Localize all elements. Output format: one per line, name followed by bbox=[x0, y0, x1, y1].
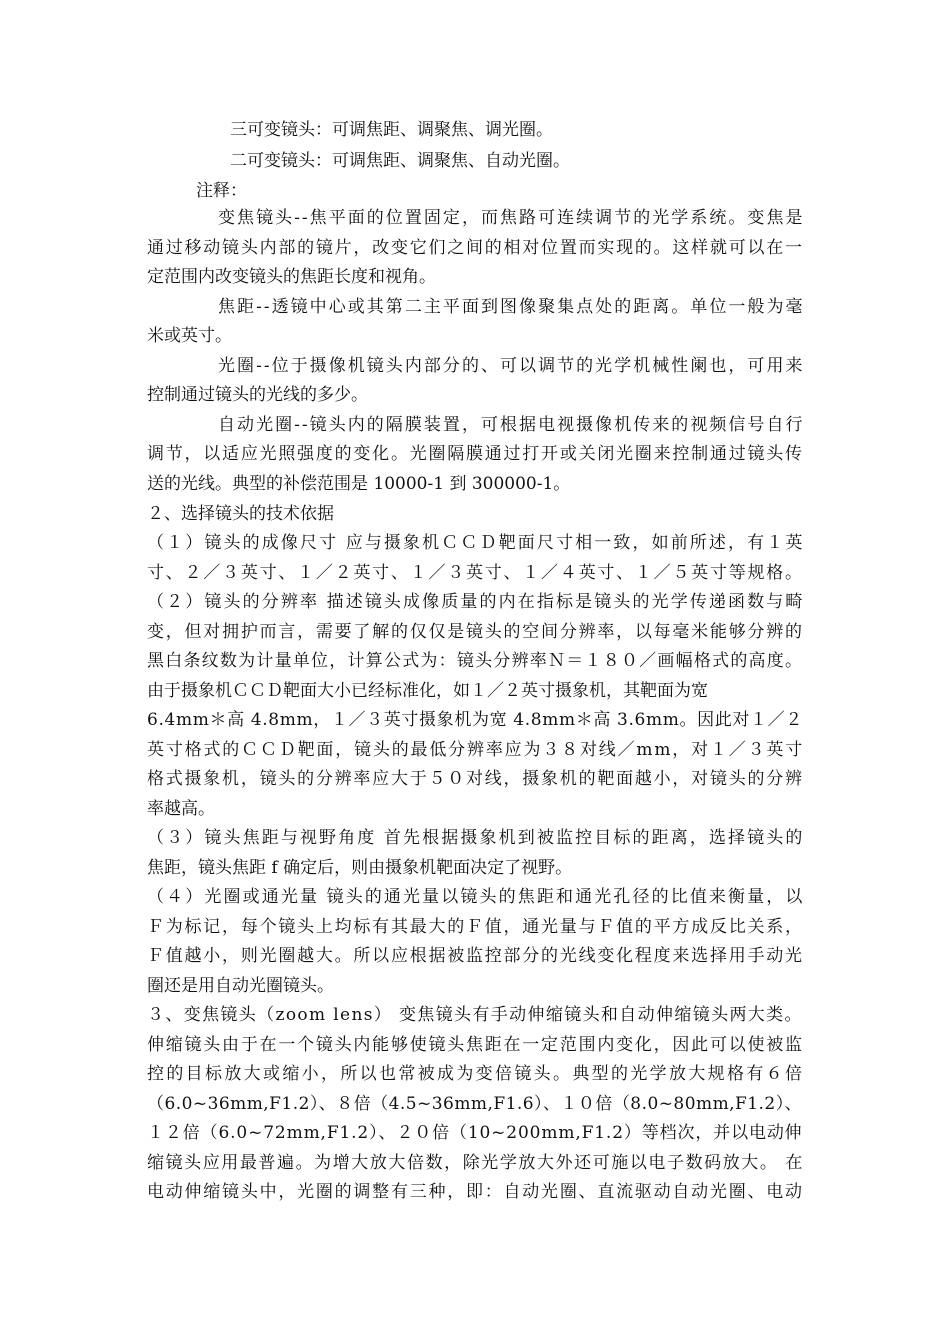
text-line: 缩镜头应用最普遍。为增大放大倍数，除光学放大外还可施以电子数码放大。 在 bbox=[147, 1153, 804, 1173]
text-line: 米或英寸。 bbox=[147, 326, 232, 346]
text-line: 格式摄象机，镜头的分辨率应大于５０对线，摄象机的靶面越小，对镜头的分辨 bbox=[147, 769, 804, 789]
text-line: 变，但对拥护而言，需要了解的仅仅是镜头的空间分辨率，以每毫米能够分辨的 bbox=[147, 622, 804, 642]
text-line: 二可变镜头：可调焦距、调聚焦、自动光圈。 bbox=[230, 151, 570, 171]
text-line: 送的光线。典型的补偿范围是 10000-1 到 300000-1。 bbox=[147, 474, 571, 494]
text-line: （４）光圈或通光量 镜头的通光量以镜头的焦距和通光孔径的比值来衡量，以 bbox=[147, 887, 805, 907]
text-line: 焦距--透镜中心或其第二主平面到图像聚集点处的距离。单位一般为毫 bbox=[218, 297, 805, 317]
text-line: 注释： bbox=[196, 181, 247, 201]
text-line: 控的目标放大或缩小，所以也常被成为变倍镜头。典型的光学放大规格有６倍 bbox=[147, 1064, 805, 1084]
text-line: 伸缩镜头由于在一个镜头内能够使镜头焦距在一定范围内变化，因此可以使被监 bbox=[147, 1035, 804, 1055]
text-line: （１）镜头的成像尺寸 应与摄象机ＣＣＤ靶面尺寸相一致，如前所述，有１英 bbox=[147, 533, 805, 553]
text-line: （２）镜头的分辨率 描述镜头成像质量的内在指标是镜头的光学传递函数与畸 bbox=[147, 592, 805, 612]
section-heading: ２、选择镜头的技术依据 bbox=[147, 504, 334, 524]
text-line: Ｆ为标记，每个镜头上均标有其最大的Ｆ值，通光量与Ｆ值的平方成反比关系， bbox=[147, 917, 804, 937]
text-line: 控制通过镜头的光线的多少。 bbox=[147, 385, 368, 405]
text-line: 圈还是用自动光圈镜头。 bbox=[147, 976, 334, 996]
text-line: 调节，以适应光照强度的变化。光圈隔膜通过打开或关闭光圈来控制通过镜头传 bbox=[147, 444, 804, 464]
text-line: 三可变镜头：可调焦距、调聚焦、调光圈。 bbox=[230, 120, 553, 140]
text-line: Ｆ值越小，则光圈越大。所以应根据被监控部分的光线变化程度来选择用手动光 bbox=[147, 946, 804, 966]
text-line: 率越高。 bbox=[147, 799, 215, 819]
text-line: 定范围内改变镜头的焦距长度和视角。 bbox=[147, 267, 436, 287]
text-line: （6.0~36mm,F1.2）、８倍（4.5~36mm,F1.6）、１０倍（8.0~80mm,F1.2）、 bbox=[147, 1094, 803, 1114]
text-line: 焦距，镜头焦距 f 确定后，则由摄象机靶面决定了视野。 bbox=[147, 858, 573, 878]
text-line: 黑白条纹数为计量单位，计算公式为：镜头分辨率Ｎ＝１８０／画幅格式的高度。 bbox=[147, 651, 804, 671]
text-line: 自动光圈--镜头内的隔膜装置，可根据电视摄像机传来的视频信号自行 bbox=[218, 415, 805, 435]
text-line: 英寸格式的ＣＣＤ靶面，镜头的最低分辨率应为３８对线／mm，对１／３英寸 bbox=[147, 740, 805, 760]
text-line: 寸、２／３英寸、１／２英寸、１／３英寸、１／４英寸、１／５英寸等规格。 bbox=[147, 563, 804, 583]
text-line: １２倍（6.0~72mm,F1.2）、２０倍（10~200mm,F1.2）等档次，并以电动伸 bbox=[147, 1123, 803, 1143]
text-line: 通过移动镜头内部的镜片，改变它们之间的相对位置而实现的。这样就可以在一 bbox=[147, 238, 804, 258]
text-line: （３）镜头焦距与视野角度 首先根据摄象机到被监控目标的距离，选择镜头的 bbox=[147, 828, 805, 848]
text-line: 6.4mm＊高 4.8mm，１／３英寸摄象机为宽 4.8mm＊高 3.6mm。因此对１／２ bbox=[147, 710, 803, 730]
text-line: 光圈--位于摄像机镜头内部分的、可以调节的光学机械性阑也，可用来 bbox=[218, 356, 805, 376]
text-line: 电动伸缩镜头中，光圈的调整有三种，即：自动光圈、直流驱动自动光圈、电动 bbox=[147, 1182, 804, 1202]
section-heading: ３、变焦镜头（zoom lens） 变焦镜头有手动伸缩镜头和自动伸缩镜头两大类。 bbox=[147, 1005, 803, 1025]
text-line: 变焦镜头--焦平面的位置固定，而焦路可连续调节的光学系统。变焦是 bbox=[218, 208, 805, 228]
text-line: 由于摄象机ＣＣＤ靶面大小已经标准化，如１／２英寸摄象机，其靶面为宽 bbox=[147, 681, 708, 701]
